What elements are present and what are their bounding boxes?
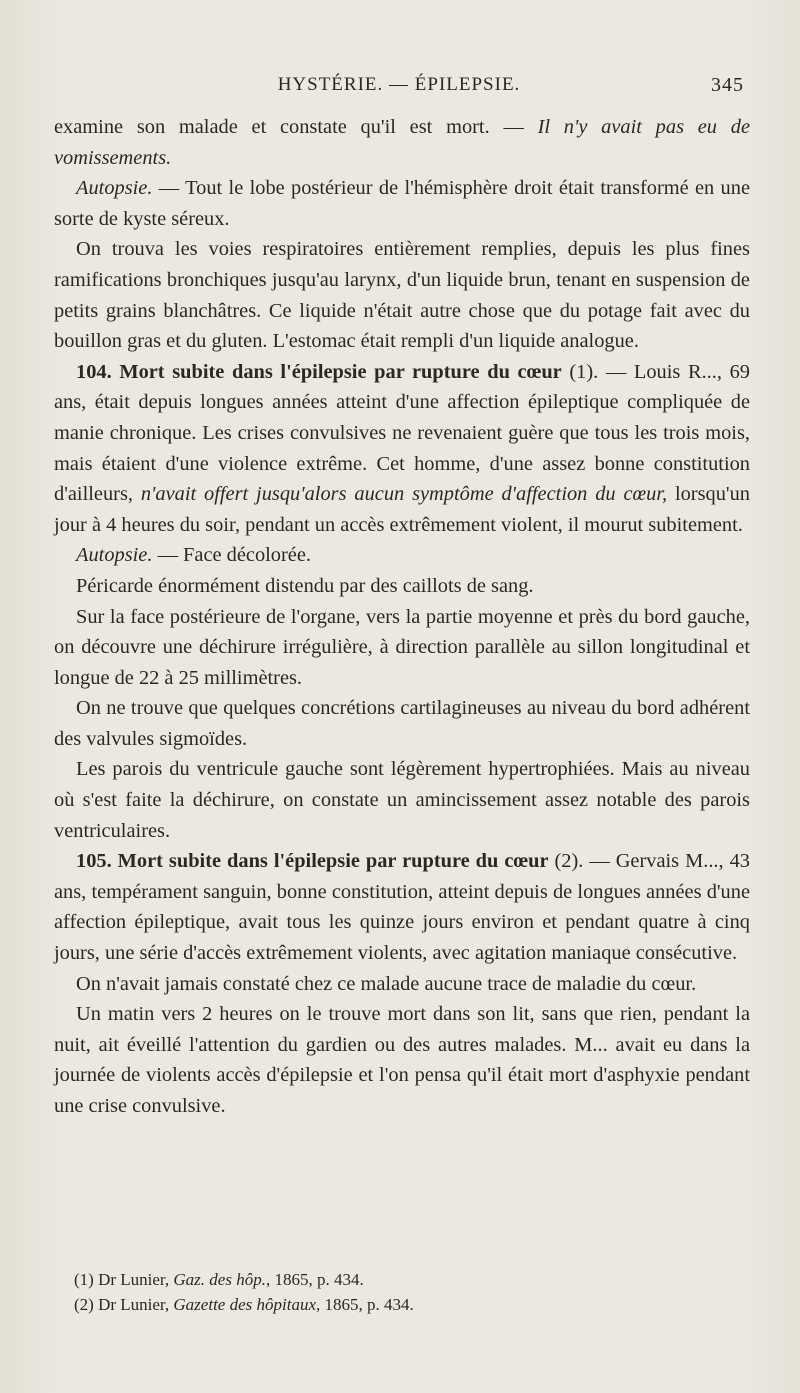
text-run: On trouva les voies respiratoires entièrement remplies, depuis les plus fines ramifications bronchiques jusqu'au larynx, d'un liquide brun, tenant en suspension de petits grains blanchâtres. Ce liquide n'était autre chose que du potage fait avec du bouillon gras et du gluten. L'estomac était rempli d'un liquide analogue. bbox=[54, 238, 750, 353]
paragraph bbox=[54, 969, 750, 1000]
paragraph bbox=[54, 754, 750, 846]
italic-text: Autopsie. bbox=[76, 544, 153, 567]
section-heading: 105. Mort subite dans l'épilepsie par rupture du cœur bbox=[76, 850, 549, 873]
section-heading: 104. Mort subite dans l'épilepsie par rupture du cœur bbox=[76, 360, 562, 383]
text-run: Péricarde énormément distendu par des caillots de sang. bbox=[76, 574, 534, 597]
text-run: Les parois du ventricule gauche sont légèrement hypertrophiées. Mais au niveau où s'est faite la déchirure, on constate un amincissement assez notable des parois ventriculaires. bbox=[54, 758, 750, 842]
text-run: Sur la face postérieure de l'organe, vers la partie moyenne et près du bord gauche, on découvre une déchirure irrégulière, à direction parallèle au sillon longitudinal et longue de 22 à 25 millimètres. bbox=[54, 605, 750, 689]
paragraph bbox=[54, 571, 750, 602]
text-run: , 1865, p. 434. bbox=[316, 1295, 414, 1314]
body-text bbox=[54, 112, 750, 1122]
running-title: HYSTÉRIE. — ÉPILEPSIE. bbox=[277, 74, 521, 95]
paragraph bbox=[54, 173, 750, 234]
text-run: (2). — Gervais M..., 43 ans, tempérament sanguin, bonne constitution, atteint depuis de longues années d'une affection épileptique, avait tous les quinze jours environ et pendant quatre à cinq jours, une série d'accès extrêmement violents, avec agitation maniaque consécutive. bbox=[54, 850, 750, 965]
footnote bbox=[74, 1267, 734, 1292]
paragraph bbox=[54, 112, 750, 173]
italic-text: Gazette des hôpitaux bbox=[173, 1295, 316, 1314]
text-run: examine son malade et constate qu'il est mort. — bbox=[54, 116, 538, 138]
text-run: lorsqu'un jour à 4 heures du soir, pendant un accès extrêmement violent, il mourut subitement. bbox=[54, 483, 750, 536]
page-number: 345 bbox=[711, 74, 744, 96]
text-run: (1). — Louis R..., 69 ans, était depuis longues années atteint d'une affection épileptique compliquée de manie chronique. Les crises convulsives ne revenaient guère que tous les trois mois, mais étaient d'une violence extrême. Cet homme, d'une assez bonne constitution d'ailleurs, bbox=[54, 360, 750, 506]
text-run: On n'avait jamais constaté chez ce malade aucune trace de maladie du cœur. bbox=[76, 972, 697, 995]
italic-text: Autopsie. bbox=[76, 177, 153, 200]
paragraph bbox=[54, 540, 750, 571]
text-run: (2) Dr Lunier, bbox=[74, 1295, 174, 1314]
text-run: — Tout le lobe postérieur de l'hémisphère droit était transformé en une sorte de kyste séreux. bbox=[54, 177, 750, 230]
paragraph bbox=[54, 602, 750, 694]
paragraph bbox=[54, 693, 750, 754]
text-run: Un matin vers 2 heures on le trouve mort dans son lit, sans que rien, pendant la nuit, ait éveillé l'attention du gardien ou des autres malades. M... avait eu dans la journée de violents accès d'épilepsie et l'on pensa qu'il était mort d'asphyxie pendant une crise convulsive. bbox=[54, 1003, 750, 1117]
italic-text: Il n'y avait pas eu de vomissements. bbox=[54, 116, 750, 169]
paragraph bbox=[54, 357, 750, 541]
paragraph bbox=[54, 846, 750, 968]
italic-text: Gaz. des hôp. bbox=[173, 1270, 266, 1289]
footnotes bbox=[74, 1267, 734, 1317]
running-header bbox=[54, 74, 744, 104]
italic-text: n'avait offert jusqu'alors aucun symptôme d'affection du cœur, bbox=[140, 483, 668, 506]
text-run: — Face décolorée. bbox=[152, 544, 311, 567]
paragraph bbox=[54, 999, 750, 1121]
text-run: (1) Dr Lunier, bbox=[74, 1270, 174, 1289]
text-run: , 1865, p. 434. bbox=[265, 1270, 364, 1289]
paragraph bbox=[54, 234, 750, 356]
text-run: On ne trouve que quelques concrétions cartilagineuses au niveau du bord adhérent des valvules sigmoïdes. bbox=[54, 697, 750, 750]
footnote bbox=[74, 1292, 734, 1317]
